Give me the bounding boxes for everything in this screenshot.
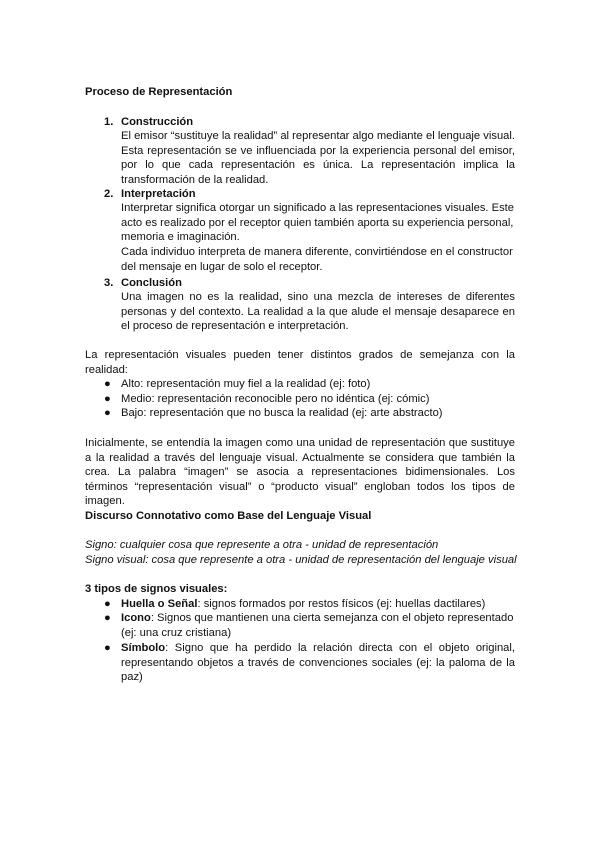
tipo-desc: : Signo que ha perdido la relación directa con el objeto original, representando objetos a través de convenciones sociales (ej: la paloma de la paz)	[121, 642, 515, 684]
bullet-icon: ●	[104, 407, 111, 419]
grado-alto: Alto: representación muy fiel a la realidad (ej: foto)	[121, 378, 371, 390]
step-heading-construccion: Construcción	[121, 116, 194, 128]
bullet-icon: ●	[104, 378, 111, 390]
grado-bajo: Bajo: representación que no busca la realidad (ej: arte abstracto)	[121, 407, 443, 419]
step-text-interpretacion-2: Cada individuo interpreta de manera diferente, convirtiéndose en el constructor del mensaje en lugar de solo el receptor.	[121, 246, 513, 273]
tipo-desc: : signos formados por restos físicos (ej: huellas dactilares)	[197, 598, 486, 610]
step-number-3: 3.	[104, 277, 114, 289]
bullet-icon: ●	[104, 612, 111, 624]
tipo-desc: : Signos que mantienen una cierta semejanza con el objeto representado (ej: una cruz cristiana)	[121, 612, 514, 639]
section-title-discurso: Discurso Connotativo como Base del Lenguaje Visual	[85, 510, 372, 522]
tipo-huella	[121, 597, 515, 612]
step-number-2: 2.	[104, 188, 114, 200]
tipos-title: 3 tipos de signos visuales:	[85, 583, 228, 595]
grados-intro: La representación visuales pueden tener distintos grados de semejanza con la realidad:	[85, 349, 515, 376]
tipo-simbolo	[121, 641, 515, 685]
tipo-icono	[121, 611, 517, 640]
bullet-icon: ●	[104, 642, 111, 654]
tipo-term: Huella o Señal	[121, 598, 198, 610]
step-number-1: 1.	[104, 116, 114, 128]
bullet-icon: ●	[104, 598, 111, 610]
step-text-interpretacion: Interpretar significa otorgar un significado a las representaciones visuales. Este acto es realizado por el receptor quien también aporta su experiencia personal, memoria e imaginación.	[121, 202, 515, 244]
signo-visual-definition: Signo visual: cosa que represente a otra - unidad de representación del lenguaje visual	[85, 554, 517, 566]
step-heading-interpretacion: Interpretación	[121, 188, 196, 200]
signo-definition: Signo: cualquier cosa que represente a otra - unidad de representación	[85, 539, 439, 551]
bullet-icon: ●	[104, 393, 111, 405]
step-heading-conclusion: Conclusión	[121, 277, 182, 289]
step-text-conclusion: Una imagen no es la realidad, sino una mezcla de intereses de diferentes personas y del contexto. La realidad a la que alude el mensaje desaparece en el proceso de representación e interpretación.	[121, 291, 515, 333]
tipo-term: Icono	[121, 612, 151, 624]
tipo-term: Símbolo	[121, 642, 166, 654]
page-title: Proceso de Representación	[85, 86, 233, 98]
step-text-construccion: El emisor “sustituye la realidad” al representar algo mediante el lenguaje visual. Esta representación se ve influenciada por la experiencia personal del emisor, por lo que cada representación es única. La representación implica la transformación de la realidad.	[121, 130, 515, 186]
paragraph-imagen: Inicialmente, se entendía la imagen como una unidad de representación que sustituye a la realidad a través del lenguaje visual. Actualmente se considera que también la crea. La palabra “imagen” se asocia a representaciones bidimensionales. Los términos “representación visual” o “producto visual” engloban todos los tipos de imagen.	[85, 437, 515, 508]
grado-medio: Medio: representación reconocible pero no idéntica (ej: cómic)	[121, 393, 430, 405]
